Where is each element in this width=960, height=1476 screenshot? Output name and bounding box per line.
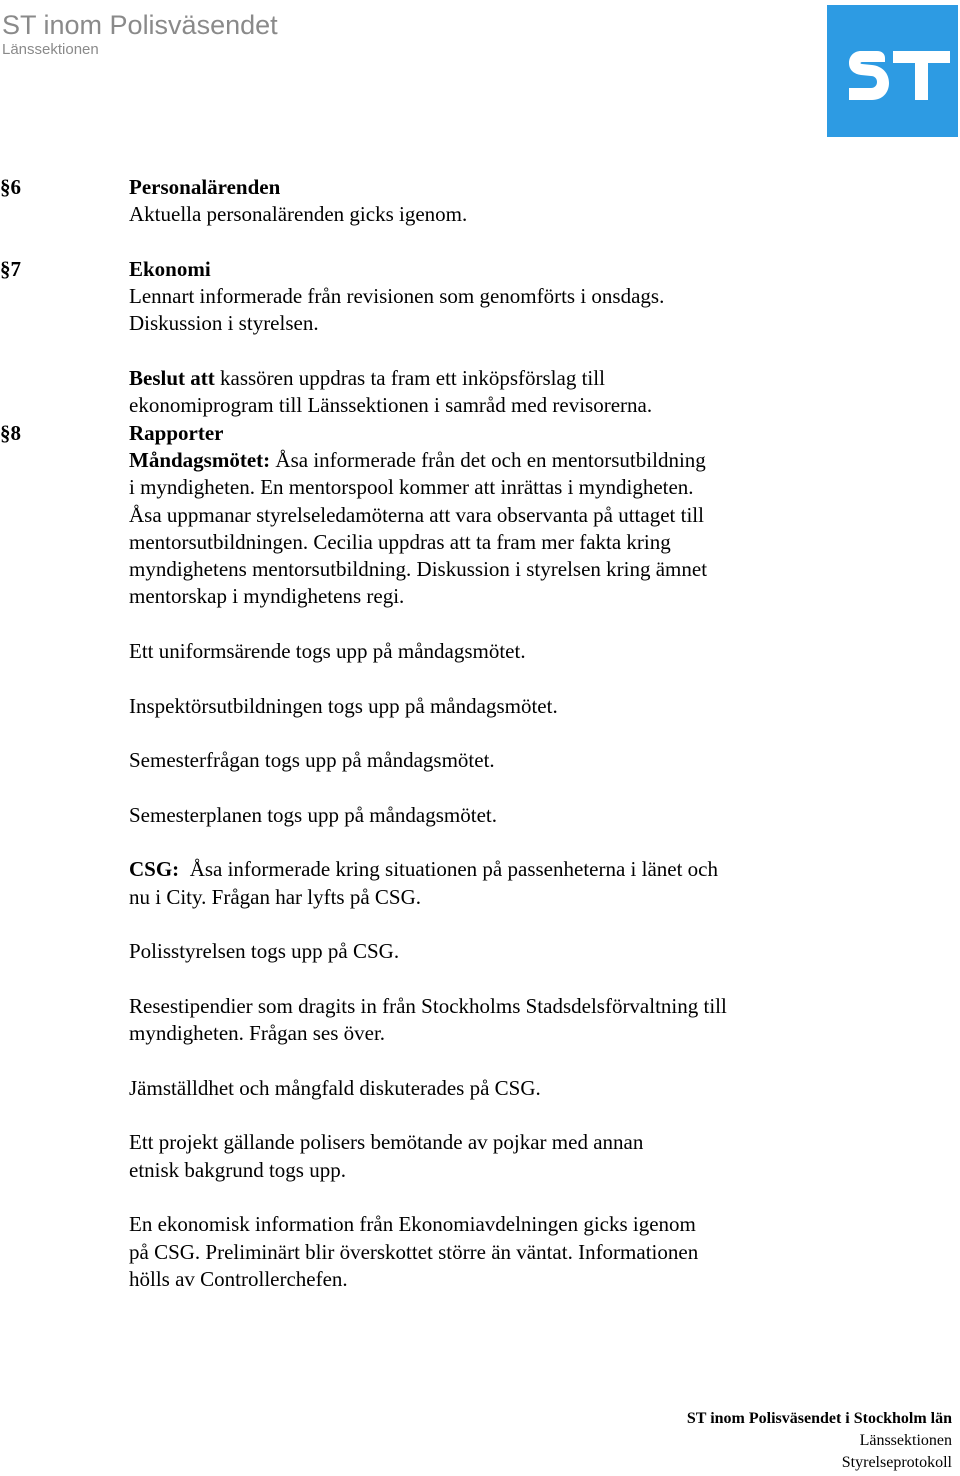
ekonomisk-text: En ekonomisk information från Ekonomiavdelningen gicks igenom: [129, 1212, 696, 1237]
decision-text: kassören uppdras ta fram ett inköpsförslag till: [214, 366, 605, 391]
decision-text: ekonomiprogram till Länssektionen i samråd med revisorerna.: [129, 393, 653, 418]
ekonomisk-text: på CSG. Preliminärt blir överskottet större än väntat. Informationen: [129, 1239, 699, 1264]
report-item: Semesterfrågan togs upp på måndagsmötet.: [129, 748, 495, 773]
org-subtitle: Länssektionen: [2, 41, 99, 58]
section-text: Aktuella personalärenden gicks igenom.: [129, 202, 468, 227]
section-8: [0, 420, 960, 1294]
mandag-text: mentorsutbildningen. Cecilia uppdras att ta fram mer fakta kring: [129, 529, 671, 554]
section-text: Diskussion i styrelsen.: [129, 311, 319, 336]
section-heading: Rapporter: [129, 420, 224, 445]
projekt-text: Ett projekt gällande polisers bemötande av pojkar med annan: [129, 1130, 644, 1155]
report-item: Polisstyrelsen togs upp på CSG.: [129, 939, 400, 964]
csg-text: nu i City. Frågan har lyfts på CSG.: [129, 884, 422, 909]
st-logo-mark: [827, 5, 958, 137]
decision-paragraph: [129, 365, 829, 392]
section-heading: Personalärenden: [129, 175, 281, 199]
footer-org: ST inom Polisväsendet i Stockholm län: [686, 1410, 952, 1427]
mandag-text: myndighetens mentorsutbildning. Diskussion i styrelsen kring ämnet: [129, 557, 708, 582]
mandag-text: Åsa informerade från det och en mentorsutbildning: [270, 447, 706, 472]
mandag-paragraph: [129, 447, 829, 474]
org-title: ST inom Polisväsendet: [2, 10, 278, 40]
footer-section: Länssektionen: [859, 1432, 952, 1449]
document-footer: [687, 1408, 952, 1474]
mandag-text: mentorskap i myndighetens regi.: [129, 584, 405, 609]
section-7: [0, 256, 960, 420]
minutes-content: [0, 174, 960, 1293]
section-number: §7: [0, 256, 21, 281]
footer-doc-type: Styrelseprotokoll: [841, 1454, 952, 1471]
csg-text: Åsa informerade kring situationen på passenheterna i länet och: [179, 857, 718, 882]
resestip-text: myndigheten. Frågan ses över.: [129, 1021, 386, 1046]
section-text: Lennart informerade från revisionen som genomförts i onsdags.: [129, 284, 665, 309]
report-item: Semesterplanen togs upp på måndagsmötet.: [129, 802, 498, 827]
st-logo: [827, 5, 958, 137]
csg-paragraph: [129, 856, 829, 883]
mandag-text: i myndigheten. En mentorspool kommer att inrättas i myndigheten.: [129, 475, 694, 500]
document-header: [2, 8, 278, 60]
report-item: Inspektörsutbildningen togs upp på måndagsmötet.: [129, 693, 558, 718]
mandag-label: Måndagsmötet:: [129, 447, 271, 472]
section-number: §8: [0, 420, 21, 445]
resestip-text: Resestipendier som dragits in från Stockholms Stadsdelsförvaltning till: [129, 993, 727, 1018]
section-number: §6: [0, 175, 21, 199]
decision-label: Beslut att: [129, 366, 215, 391]
report-item: Ett uniformsärende togs upp på måndagsmötet.: [129, 639, 526, 664]
jamstalldhet-text: Jämställdhet och mångfald diskuterades på CSG.: [129, 1075, 541, 1100]
csg-label: CSG:: [129, 857, 180, 882]
section-6: [0, 174, 960, 229]
ekonomisk-text: hölls av Controllerchefen.: [129, 1266, 348, 1291]
projekt-text: etnisk bakgrund togs upp.: [129, 1157, 346, 1182]
mandag-text: Åsa uppmanar styrelseledamöterna att vara observanta på uttaget till: [129, 502, 704, 527]
section-heading: Ekonomi: [129, 256, 211, 281]
